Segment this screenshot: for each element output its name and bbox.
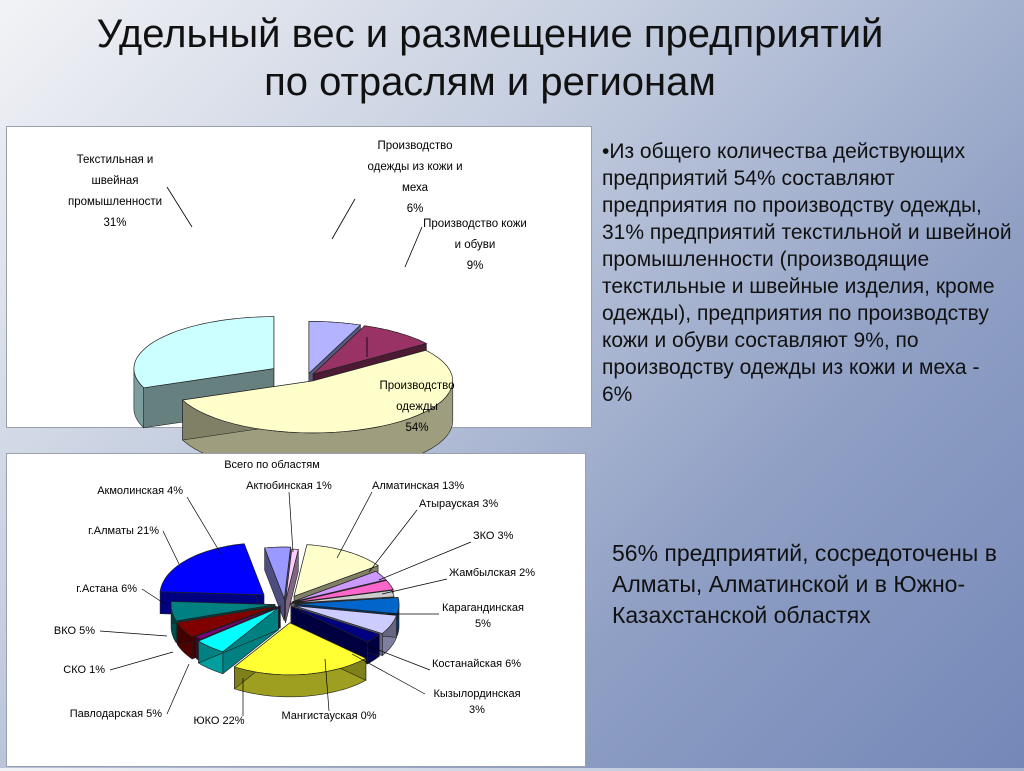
industry-pie-label: Производство одежды из кожи и меха 6% (367, 140, 463, 215)
region-pie-label: Атырауская 3% (419, 498, 499, 510)
region-pie-leader-line (110, 652, 173, 670)
region-pie-label: ВКО 5% (53, 625, 95, 637)
region-pie-label: Акмолинская 4% (97, 485, 183, 497)
industry-pie-leader-line (167, 187, 192, 227)
industry-pie-chart (7, 127, 591, 434)
region-pie-leader-line (163, 531, 179, 564)
region-pie-label: Алматинская 13% (372, 480, 465, 492)
region-pie-leader-line (337, 492, 372, 558)
industry-pie-leader-line (405, 227, 422, 267)
region-pie-label: Карагандинская 5% (442, 602, 524, 630)
region-pie-label: Мангистауская 0% (281, 710, 377, 722)
region-pie-title: Всего по областям (224, 459, 320, 471)
region-pie-leader-line (187, 497, 221, 554)
slide-title-line1: Удельный вес и размещение предприятий (96, 12, 884, 56)
region-pie-leader-line (100, 631, 167, 636)
industry-pie-label: Текстильная и швейная промышленности 31% (67, 154, 163, 229)
region-pie-leader-line (369, 510, 417, 572)
region-pie-label: Жамбылская 2% (449, 567, 536, 579)
region-pie-chart-panel (6, 453, 586, 767)
region-pie-label: ЗКО 3% (473, 530, 514, 542)
slide-title-line2: по отраслям и регионам (264, 60, 716, 104)
industry-pie-label: Производство кожи и обуви 9% (423, 218, 527, 272)
region-pie-label: ЮКО 22% (193, 715, 245, 727)
region-pie-chart (7, 454, 585, 766)
regions-summary-text: 56% предприятий, сосредоточены в Алматы, Алматинской и в Южно-Казахстанской областях (612, 540, 997, 628)
region-pie-label: Актюбинская 1% (246, 480, 332, 492)
industry-description-text: •Из общего количества действующих предприятий 54% составляют предприятия по производству одежды, 31% предприятий текстильной и швейной промышленности (производящие текстильные и швейные изделия, кроме одежды), предприятия по производству кожи и обуви составляют 9%, по производству одежды из кожи и меха - 6% (602, 140, 1012, 406)
region-pie-label: г.Алматы 21% (88, 525, 159, 537)
region-pie-leader-line (167, 664, 189, 714)
region-pie-leader-line (289, 492, 293, 552)
region-pie-label: Кызылординская 3% (433, 688, 521, 716)
region-pie-label: СКО 1% (63, 664, 105, 676)
slide-title (0, 10, 980, 106)
region-pie-label: г.Астана 6% (76, 583, 137, 595)
industry-pie-chart-panel (6, 126, 592, 434)
region-pie-label: Костанайская 6% (432, 658, 521, 670)
industry-pie-leader-line (332, 199, 355, 239)
industry-pie-label: Производство одежды 54% (379, 380, 455, 434)
region-pie-label: Павлодарская 5% (69, 708, 162, 720)
